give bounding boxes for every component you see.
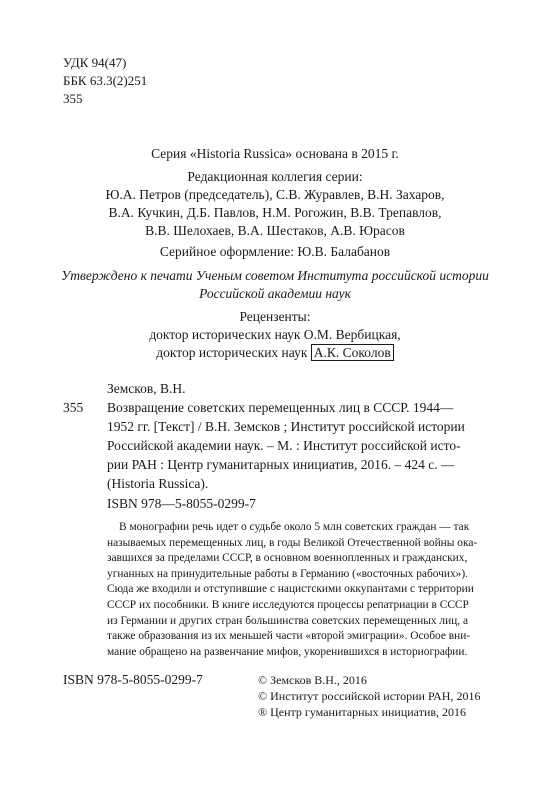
- series-design-credit: Серийное оформление: Ю.В. Балабанов: [159, 244, 391, 259]
- catalog-line: 1952 гг. [Текст] / В.Н. Земсков ; Институт российской истории: [107, 419, 465, 434]
- catalog-author: Земсков, В.Н.: [107, 381, 186, 396]
- editorial-board-line: Ю.А. Петров (председатель), С.В. Журавлев, В.Н. Захаров,: [105, 187, 445, 202]
- bbk-code: ББК 63.3(2)251: [63, 73, 148, 88]
- editorial-board-line: В.А. Кучкин, Д.Б. Павлов, Н.М. Рогожин, В.В. Трепавлов,: [108, 205, 442, 220]
- abstract-line: мание обращено на развенчание мифов, укоренившихся в историографии.: [107, 645, 468, 658]
- abstract-line: угнанных на принудительные работы в Германию («восточных рабочих»).: [107, 567, 469, 580]
- copyright-block: [258, 672, 480, 720]
- reviewers: [0, 308, 550, 362]
- abstract-line: завшихся за пределами СССР, в основном военнопленных и гражданских,: [107, 552, 468, 565]
- abstract: [107, 520, 489, 660]
- abstract-line: В монографии речь идет о судьбе около 5 млн советских граждан — так: [119, 521, 470, 533]
- catalog-line: рии РАН : Центр гуманитарных инициатив, 2016. – 424 с. —: [107, 457, 455, 472]
- catalog-isbn: ISBN 978—5-8055-0299-7: [107, 496, 256, 511]
- reviewer-line: [0, 344, 550, 362]
- series-note: Серия «Historia Russica» основана в 2015 г.: [151, 146, 399, 161]
- abstract-line: из Германии и других стран большинства советских перемещенных лиц, а: [107, 614, 469, 627]
- footer-isbn: ISBN 978-5-8055-0299-7: [63, 672, 203, 687]
- abstract-line: Сюда же входили и отступившие с нацистскими оккупантами с территории: [107, 583, 474, 596]
- catalog-code: 355: [63, 400, 84, 415]
- editorial-board: [0, 168, 550, 240]
- reviewers-title: Рецензенты:: [239, 309, 311, 324]
- catalog-line: (Historia Russica).: [107, 476, 209, 491]
- catalog-line: Российской академии наук. – М. : Институт российской исто-: [107, 438, 461, 453]
- catalog-description: [107, 398, 489, 493]
- approval-note: [0, 267, 550, 303]
- reviewer-name-boxed: А.К. Соколов: [311, 344, 394, 361]
- copyright-line: © Институт российской истории РАН, 2016: [258, 689, 481, 703]
- reviewer-degree: доктор исторических наук: [156, 345, 311, 360]
- catalog-line: Возвращение советских перемещенных лиц в СССР. 1944—: [107, 400, 454, 415]
- abstract-line: называемых перемещенных лиц, в годы Великой Отечественной войны ока-: [107, 536, 478, 549]
- copyright-line: ® Центр гуманитарных инициатив, 2016: [258, 705, 467, 719]
- classification-codes: [63, 54, 147, 108]
- author-sign-code: 355: [63, 91, 83, 106]
- approval-line: Российской академии наук: [199, 286, 351, 301]
- reviewer-line: доктор исторических наук О.М. Вербицкая,: [149, 327, 401, 342]
- abstract-line: также образования из их меньшей части «второй эмиграции». Особое вни-: [107, 630, 471, 643]
- approval-line: Утверждено к печати Ученым советом Института российской истории: [61, 268, 489, 283]
- editorial-board-title: Редакционная коллегия серии:: [187, 169, 363, 184]
- editorial-board-line: В.В. Шелохаев, В.А. Шестаков, А.В. Юрасов: [145, 223, 405, 238]
- udk-code: УДК 94(47): [63, 55, 127, 70]
- copyright-line: © Земсков В.Н., 2016: [258, 673, 367, 687]
- abstract-line: СССР их пособники. В книге исследуются процессы репатриации в СССР: [107, 598, 469, 611]
